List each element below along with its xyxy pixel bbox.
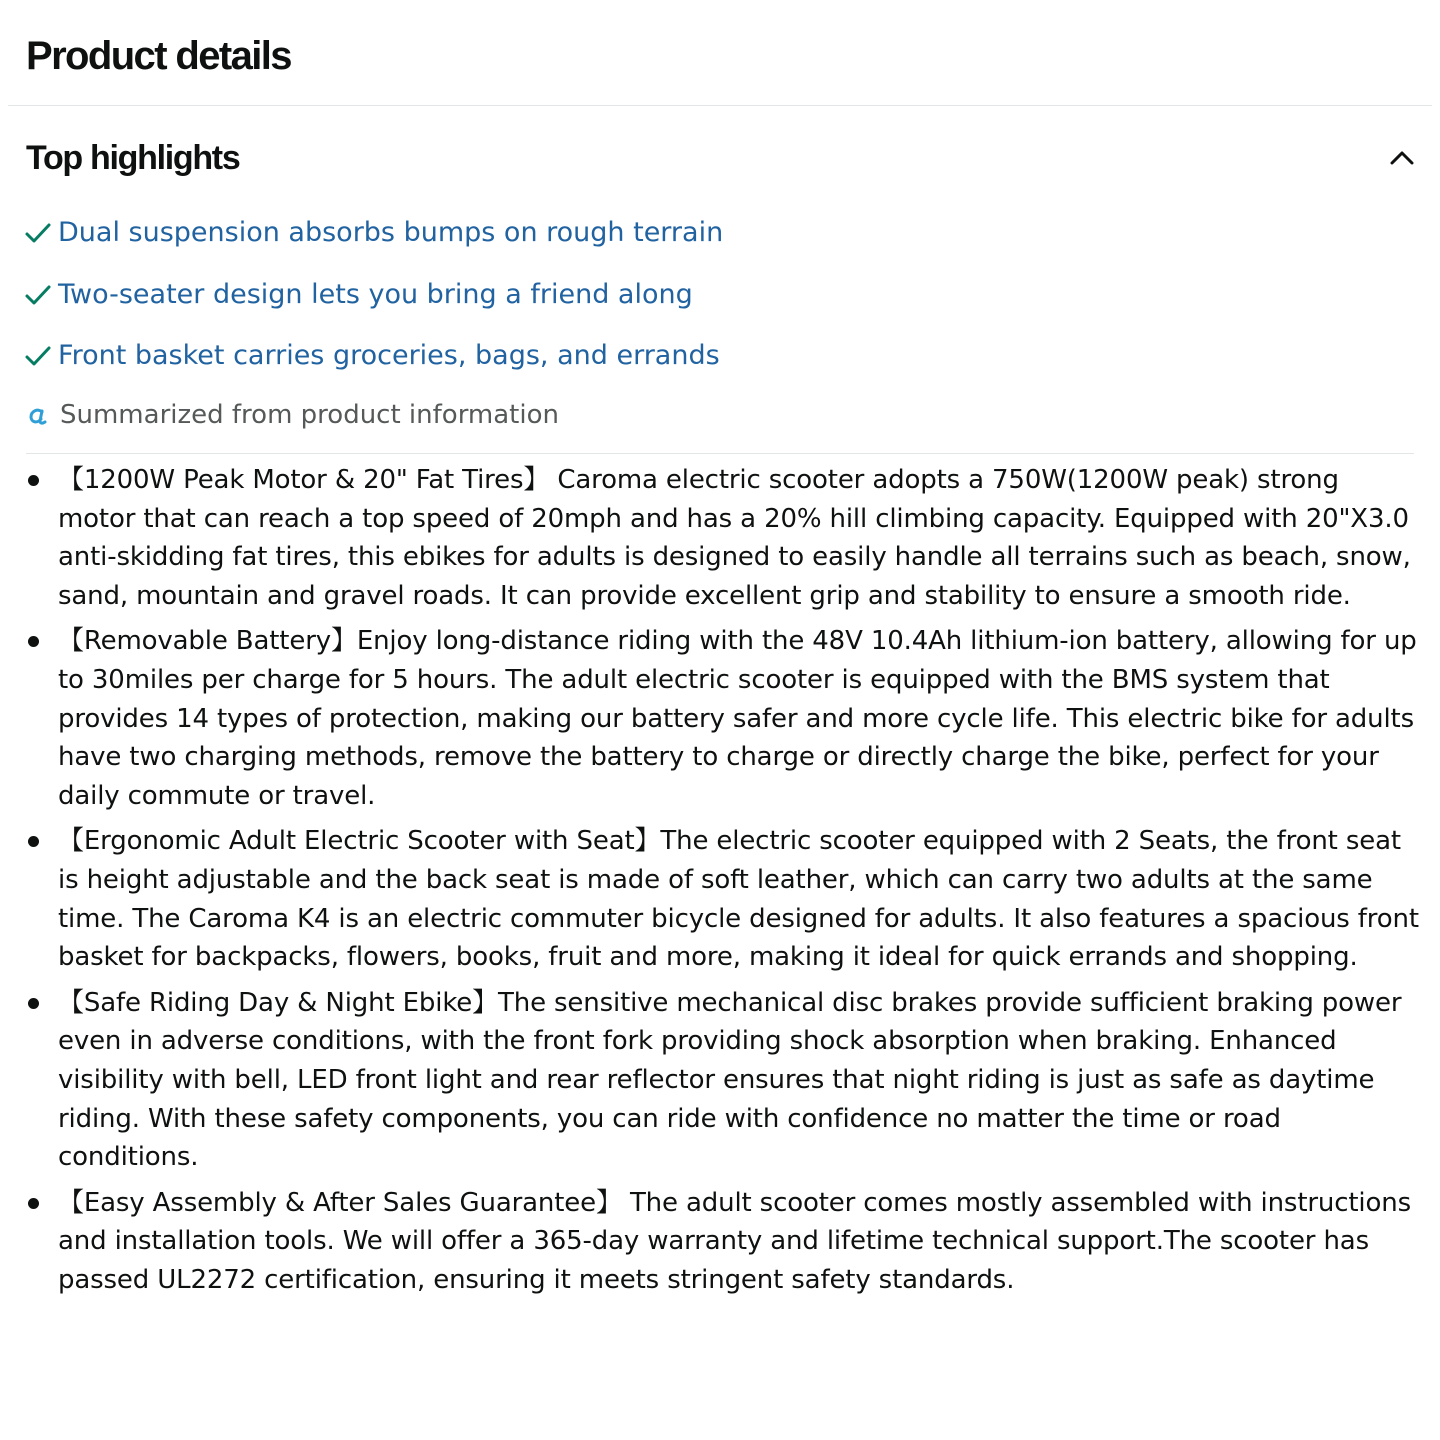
feature-bullet [58,822,1420,976]
bullet-dot-icon [28,836,39,847]
section-title: Top highlights [26,139,240,177]
feature-text: 【Safe Riding Day & Night Ebike】The sensitive mechanical disc brakes provide sufficient braking power even in adverse conditions, with the front fork providing shock absorption when braking. Enhanced visibility with bell, LED front light and rear reflector ensures that night riding is just as safe as daytime riding. With these safety components, you can ride with confidence no matter the time or road conditions. [58,987,1402,1173]
highlight-text[interactable]: Dual suspension absorbs bumps on rough terrain [58,217,724,248]
feature-bullet [58,622,1420,815]
feature-text: 【1200W Peak Motor & 20" Fat Tires】 Caroma electric scooter adopts a 750W(1200W peak) strong motor that can reach a top speed of 20mph and has a 20% hill climbing capacity. Equipped with 20"X3.0 anti-skidding fat tires, this ebikes for adults is designed to easily handle all terrains such as beach, snow, sand, mountain and gravel roads. It can provide excellent grip and stability to ensure a smooth ride. [58,465,1411,611]
bullet-dot-icon [28,998,39,1009]
top-highlights-header[interactable] [26,132,1420,184]
highlights-list [24,210,723,395]
divider [26,453,1414,454]
bullet-dot-icon [28,1198,39,1209]
page-title: Product details [26,34,291,78]
feature-bullet [58,984,1420,1177]
bullet-dot-icon [28,636,39,647]
feature-text: 【Ergonomic Adult Electric Scooter with Seat】The electric scooter equipped with 2 Seats, the front seat is height adjustable and the back seat is made of soft leather, which can carry two adults at the same time. The Caroma K4 is an electric commuter bicycle designed for adults. It also features a spacious front basket for backpacks, flowers, books, fruit and more, making it ideal for quick errands and shopping. [58,826,1419,973]
checkmark-icon [24,281,52,309]
feature-text: 【Easy Assembly & After Sales Guarantee】 The adult scooter comes mostly assembled with instructions and installation tools. We will offer a 365-day warranty and lifetime technical support.The scooter has passed UL2272 certification, ensuring it meets stringent safety standards. [58,1187,1411,1295]
highlight-text[interactable]: Two-seater design lets you bring a friend along [58,278,693,310]
highlight-item[interactable] [24,272,723,318]
chevron-up-icon [1384,140,1420,176]
divider [8,105,1432,106]
highlight-item[interactable] [24,333,723,379]
bullet-dot-icon [28,475,39,486]
checkmark-icon [24,219,52,247]
highlight-text[interactable]: Front basket carries groceries, bags, and errands [58,340,720,371]
feature-text: 【Removable Battery】Enjoy long-distance riding with the 48V 10.4Ah lithium-ion battery, allowing for up to 30miles per charge for 5 hours. The adult electric scooter is equipped with the BMS system that provides 14 types of protection, making our battery safer and more cycle life. This electric bike for adults have two charging methods, remove the battery to charge or directly charge the bike, perfect for your daily commute or travel. [58,626,1417,811]
feature-bullets [58,461,1420,1306]
checkmark-icon [24,342,52,370]
highlight-item[interactable] [24,210,723,256]
collapse-toggle-button[interactable] [1384,140,1420,176]
feature-bullet [58,461,1420,615]
summary-text: Summarized from product information [60,400,559,430]
ai-summary-note [26,393,559,437]
feature-bullet [58,1184,1420,1300]
ai-sparkle-icon [26,402,52,428]
